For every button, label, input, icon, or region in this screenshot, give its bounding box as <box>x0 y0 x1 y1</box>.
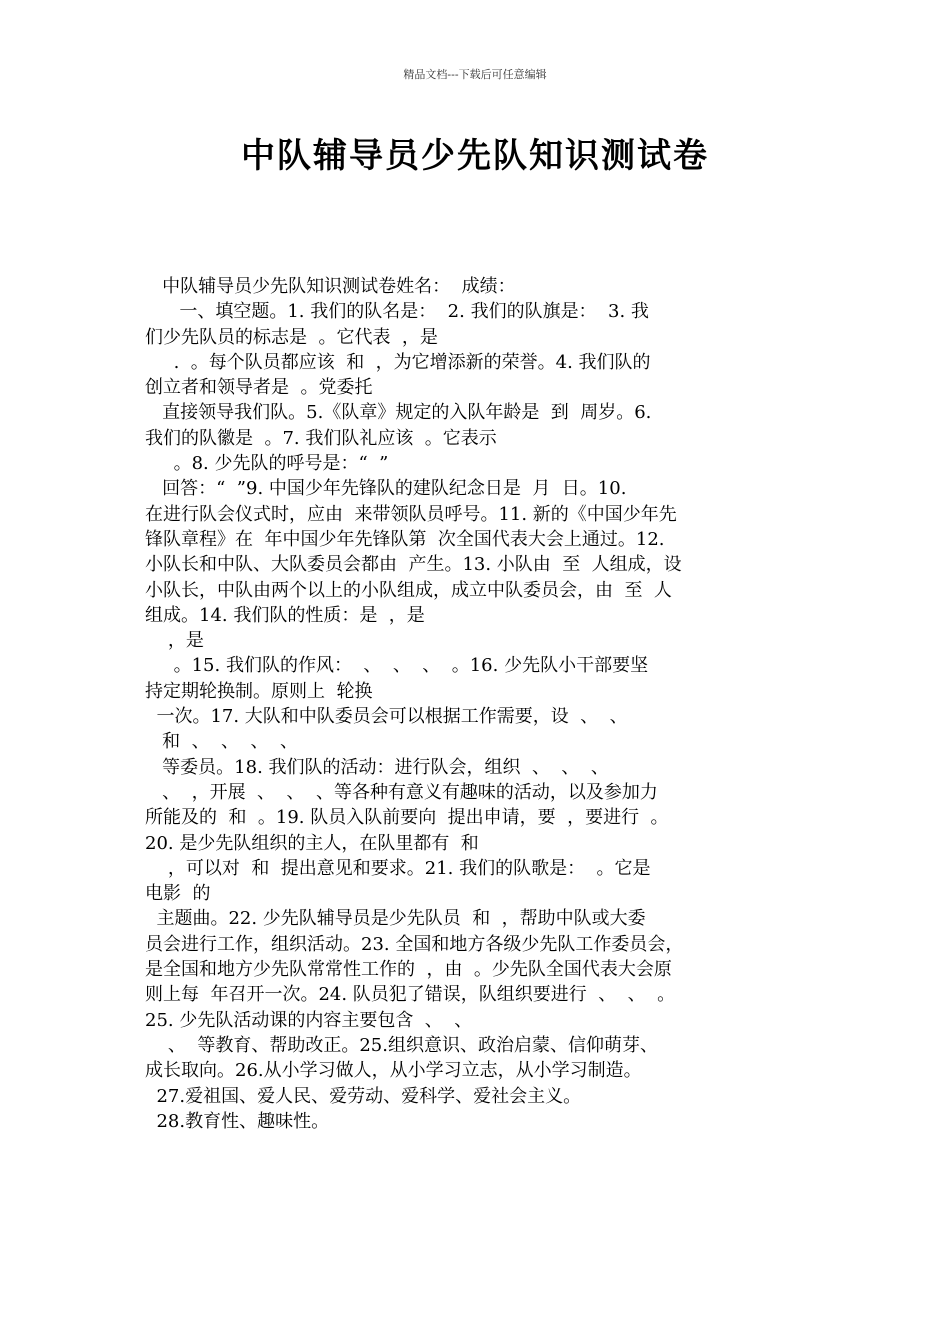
body-line: 小队长和中队、大队委员会都由 产生。13. 小队由 至 人组成，设 <box>145 554 682 576</box>
body-line: 20. 是少先队组织的主人，在队里都有 和 <box>145 832 479 854</box>
body-line: 28.教育性、趣味性。 <box>145 1110 330 1132</box>
body-line: 和 、 、 、 、 <box>145 731 298 753</box>
body-line: 们少先队员的标志是 。它代表 ，是 <box>145 326 438 348</box>
body-line: 、 ，开展 、 、 、等各种有意义有趣味的活动，以及参加力 <box>145 781 658 803</box>
body-line: ，是 <box>145 630 204 652</box>
body-line: 中队辅导员少先队知识测试卷姓名： 成绩： <box>145 276 516 297</box>
body-line: 一次。17. 大队和中队委员会可以根据工作需要，设 、 、 <box>145 706 628 728</box>
body-line: 持定期轮换制。原则上 轮换 <box>145 680 373 702</box>
body-line: 27.爱祖国、爱人民、爱劳动、爱科学、爱社会主义。 <box>145 1085 582 1107</box>
body-line: 所能及的 和 。19. 队员入队前要向 提出申请，要 ，要进行 。 <box>145 807 669 829</box>
body-line: 一、填空题。1. 我们的队名是： 2. 我们的队旗是： 3. 我 <box>145 301 649 323</box>
body-line: 电影 的 <box>145 883 211 905</box>
body-line: 直接领导我们队。5.《队章》规定的入队年龄是 到 周岁。6. <box>145 402 652 424</box>
body-line: 在进行队会仪式时，应由 来带领队员呼号。11. 新的《中国少年先 <box>145 503 677 525</box>
body-line: 回答：“ ”9. 中国少年先锋队的建队纪念日是 月 日。10. <box>145 478 627 500</box>
body-line: 员会进行工作，组织活动。23. 全国和地方各级少先队工作委员会， <box>145 933 684 955</box>
body-line: 创立者和领导者是 。党委托 <box>145 377 373 399</box>
body-line: 主题曲。22. 少先队辅导员是少先队员 和 ，帮助中队或大委 <box>145 908 646 930</box>
body-line: 小队长，中队由两个以上的小队组成，成立中队委员会，由 至 人 <box>145 579 672 601</box>
body-line: ，可以对 和 提出意见和要求。21. 我们的队歌是： 。它是 <box>145 857 651 879</box>
body-line: 是全国和地方少先队常常性工作的 ，由 。少先队全国代表大会原 <box>145 959 672 981</box>
body-line: 锋队章程》在 年中国少年先锋队第 次全国代表大会上通过。12. <box>145 528 665 550</box>
document-title: 中队辅导员少先队知识测试卷 <box>241 136 709 176</box>
body-line: 则上每 年召开一次。24. 队员犯了错误，队组织要进行 、 、 。 <box>145 984 676 1006</box>
body-line: 组成。14. 我们队的性质：是 ，是 <box>145 604 425 626</box>
body-line: . 。每个队员都应该 和 ，为它增添新的荣誉。4. 我们队的 <box>145 351 651 373</box>
body-line: 。8. 少先队的呼号是：“ ” <box>145 453 389 475</box>
body-line: 等委员。18. 我们队的活动：进行队会，组织 、 、 、 <box>145 756 609 778</box>
body-line: 成长取向。26.从小学习做人，从小学习立志，从小学习制造。 <box>145 1060 642 1082</box>
body-line: 、 等教育、帮助改正。25.组织意识、政治启蒙、信仰萌芽、 <box>145 1034 658 1056</box>
body-line: 我们的队徽是 。7. 我们队礼应该 。它表示 <box>145 427 497 449</box>
header-note: 精品文档---下载后可任意编辑 <box>403 68 547 81</box>
body-line: 。15. 我们队的作风： 、 、 、 。16. 少先队小干部要坚 <box>145 655 649 677</box>
document-body <box>145 274 810 1134</box>
body-line: 25. 少先队活动课的内容主要包含 、 、 <box>145 1009 473 1031</box>
